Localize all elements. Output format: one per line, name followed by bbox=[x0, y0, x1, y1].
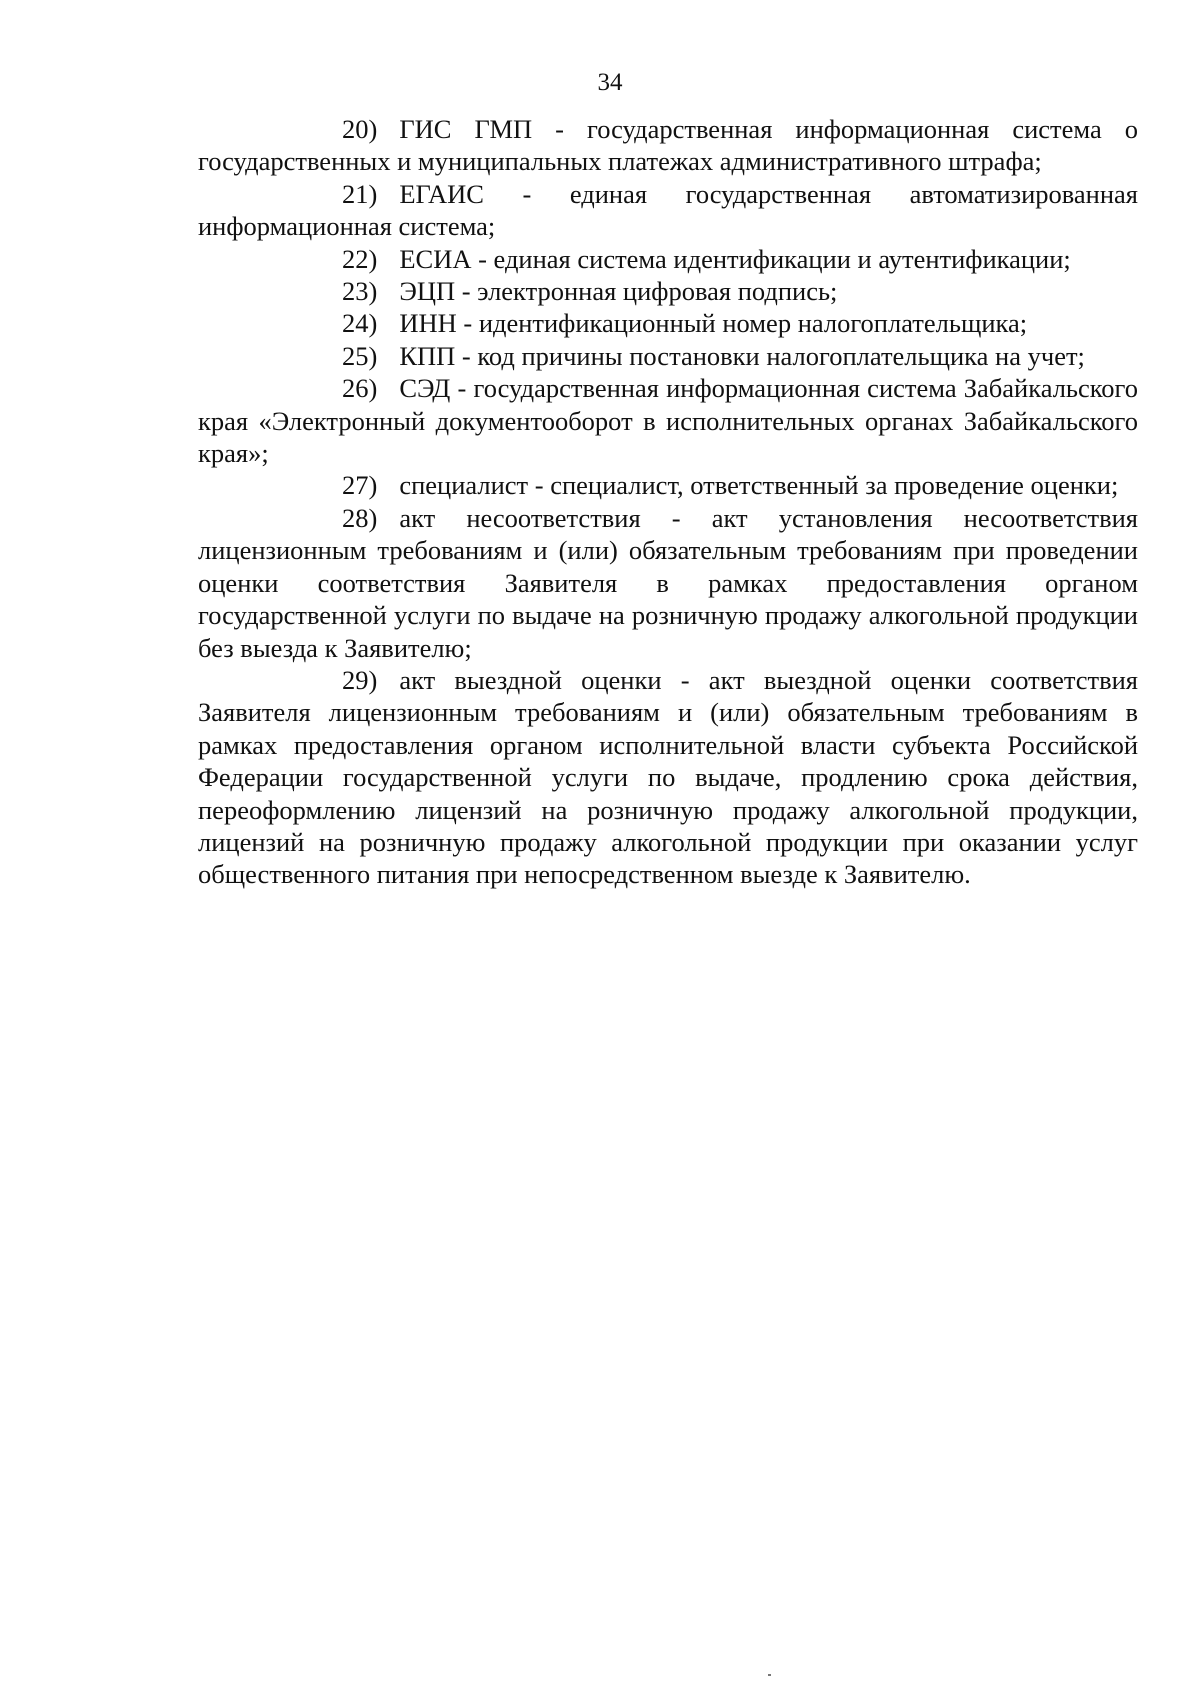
scan-artifact bbox=[768, 1674, 771, 1676]
list-item bbox=[198, 178, 1138, 243]
item-text: акт выездной оценки - акт выездной оценки соответствия Заявителя лицензионным требованиям и (или) обязательным требованиям в рамках предоставления органом исполнительной власти субъекта Российской Федерации государственной услуги по выдаче, продлению срока действия, переоформлению лицензий на розничную продажу алкогольной продукции, лицензий на розничную продажу алкогольной продукции при оказании услуг общественного питания при непосредственном выезде к Заявителю. bbox=[198, 664, 1138, 890]
item-number: 26) bbox=[342, 373, 378, 404]
item-text: специалист - специалист, ответственный за проведение оценки; bbox=[399, 470, 1119, 501]
list-item bbox=[198, 243, 1138, 275]
list-item bbox=[198, 307, 1138, 339]
definitions-list bbox=[198, 113, 1138, 891]
list-item bbox=[198, 469, 1138, 501]
item-text: ЕСИА - единая система идентификации и аутентификации; bbox=[399, 243, 1071, 274]
item-text: КПП - код причины постановки налогоплательщика на учет; bbox=[399, 340, 1085, 371]
item-text: СЭД - государственная информационная система Забайкальского края «Электронный документооборот в исполнительных органах Забайкальского края»; bbox=[198, 373, 1138, 469]
item-text: ЕГАИС - единая государственная автоматизированная информационная система; bbox=[198, 178, 1138, 242]
list-item bbox=[198, 502, 1138, 664]
item-text: ЭЦП - электронная цифровая подпись; bbox=[399, 276, 838, 307]
item-number: 27) bbox=[342, 470, 378, 501]
item-text: акт несоответствия - акт установления несоответствия лицензионным требованиям и (или) обязательным требованиям при проведении оценки соответствия Заявителя в рамках предоставления органом государственной услуги по выдаче на розничную продажу алкогольной продукции без выезда к Заявителю; bbox=[198, 502, 1138, 663]
item-number: 24) bbox=[342, 308, 378, 339]
list-item bbox=[198, 664, 1138, 891]
item-number: 29) bbox=[342, 664, 378, 695]
list-item bbox=[198, 113, 1138, 178]
list-item bbox=[198, 340, 1138, 372]
item-number: 21) bbox=[342, 178, 378, 209]
list-item bbox=[198, 275, 1138, 307]
item-number: 20) bbox=[342, 114, 378, 144]
item-number: 23) bbox=[342, 276, 378, 307]
list-item bbox=[198, 372, 1138, 469]
item-number: 25) bbox=[342, 340, 378, 371]
item-number: 22) bbox=[342, 243, 378, 274]
item-number: 28) bbox=[342, 502, 378, 533]
item-text: ИНН - идентификационный номер налогоплательщика; bbox=[399, 308, 1028, 339]
item-text: ГИС ГМП - государственная информационная система о государственных и муниципальных платежах административного штрафа; bbox=[198, 114, 1138, 177]
page-number: 34 bbox=[597, 69, 623, 96]
